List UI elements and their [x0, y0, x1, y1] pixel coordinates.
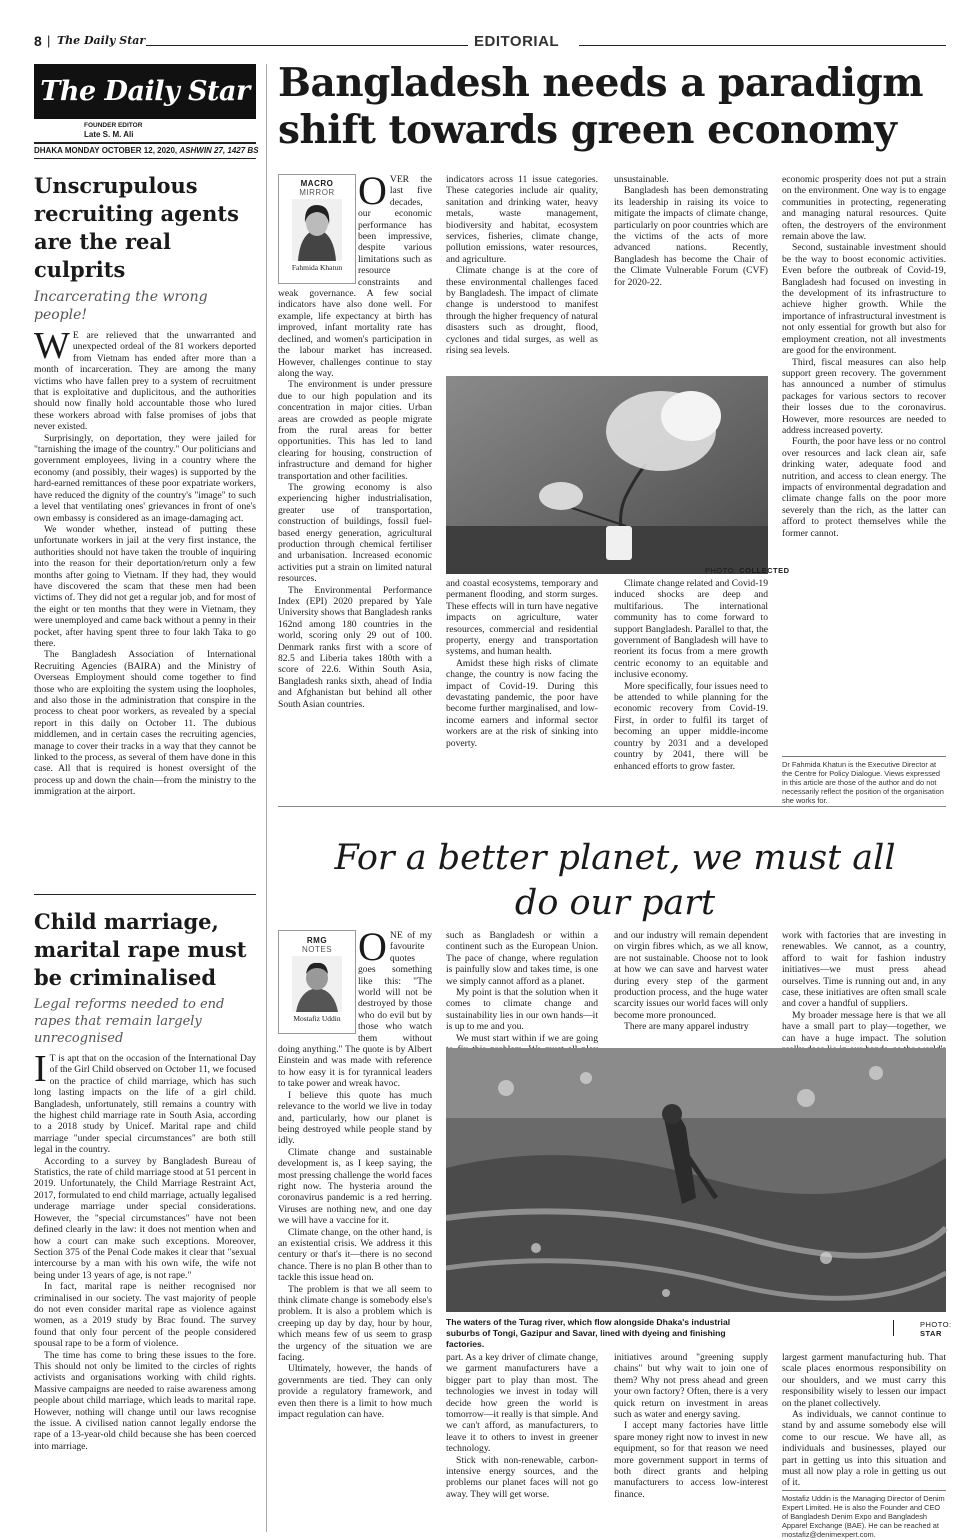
paragraph: VER the last five decades, our economic performance has been impressive, despite various limitations such as resource constraints and weak governance. A few social indicators have also done well. For example, life expectancy at birth has improved, infant mortality rate has declined, and women's participation in the labour market has increased. However, challenges continue to stay along the way.: [278, 174, 432, 379]
column-tag-2: MIRROR: [299, 188, 335, 197]
river-illustration: [446, 1048, 946, 1312]
paragraph: Second, sustainable investment should be the way to boost economic activities. Even before the outbreak of Covid-19, Bangladesh had focused on investing in the development of its infrastructure to achieve higher growth. While the importance of infrastructural investment is not only essential for growth but also for employment creation, not all investments are good for the environment.: [782, 242, 946, 357]
credit-source: STAR: [920, 1329, 942, 1338]
credit-divider: [893, 1320, 894, 1336]
article-1-col-2-top: [446, 174, 598, 370]
column-divider: [266, 64, 267, 1532]
dropcap: O: [358, 168, 387, 213]
paragraph: part. As a key driver of climate change, we garment manufacturers have a bigger part to play than most. The technologies we invest in today will decide how green the world is tomorrow—it really is that simple. And we can't afford, as manufacturers, to leave it to others to invest in greener technology.: [446, 1352, 598, 1455]
credit-label: PHOTO:: [705, 566, 737, 575]
article-2-col-2-top: [446, 930, 598, 1042]
author-box-spacer: [278, 930, 358, 1034]
paragraph: T is apt that on the occasion of the International Day of the Girl Child observed on October 11, we focused on the practice of child marriage, which has such long lasting impacts on the life of a girl child. Bangladesh, unfortunately, still remains a country with the highest child marriage rate in South Asia, according to a 2018 study by Unicef. Marital rape and child marriage "under special circumstances" are both still legal in the country.: [34, 1053, 256, 1156]
paragraph: Climate change is at the core of these environmental challenges faced by Bangladesh. The impact of climate change is understood to manifest through the higher frequency of natural disasters such as drought, flood, cyclones and tidal surges, as well as rising sea levels.: [446, 265, 598, 357]
page-number: 8: [34, 33, 42, 49]
dropcap: I: [34, 1048, 47, 1090]
paragraph: In fact, marital rape is neither recognised nor criminalised in our society. The vast majority of people do not even consider marital rape as violence against women, as a 2019 study by Brac found. The survey found that only four percent of the people considered spousal rape to be a form of violence.: [34, 1281, 256, 1350]
editorial-2-body: [34, 1048, 256, 1452]
article-2-headline: For a better planet, we must all do our part: [334, 838, 896, 923]
paragraph: initiatives around "greening supply chains" but why wait to join one of them? Why not press ahead and green your own factory? Often, there is a very quick return on investment in areas such as water and energy saving.: [614, 1352, 768, 1421]
paragraph: Climate change, on the other hand, is an existential crisis. We address it this century or that's it—there is no second chance. There is no plan B other than to tackle this issue head on.: [278, 1226, 432, 1284]
editorial-1: [34, 172, 256, 890]
article-2-col-3-bottom: [614, 1352, 768, 1532]
paragraph: Third, fiscal measures can also help support green recovery. The government has announced a number of stimulus packages for various sectors to recover their losses due to the coronavirus. However, more resources are needed to address increased poverty.: [782, 356, 946, 436]
paragraph: There are many apparel industry: [624, 1021, 749, 1033]
paragraph: My broader message here is that we all have a small part to play—together, we can have a huge impact. The solution: [782, 1009, 946, 1044]
founder-label: FOUNDER EDITOR: [84, 122, 143, 129]
article-divider: [278, 806, 946, 807]
column-tag-2: NOTES: [301, 945, 333, 954]
article-1-col-1: [278, 168, 433, 796]
column-tag: RMG: [306, 936, 328, 945]
paragraph: economic prosperity does not put a strain on the environment. One way is to engage communities in protecting, regenerating and managing natural resources. Quite often, the destroyers of the environment remain above the law.: [782, 174, 946, 243]
author-note-rule: [782, 756, 946, 757]
author-note-rule-2: [782, 1490, 946, 1491]
article-2-col-2-bottom: [446, 1352, 598, 1532]
editorial-2-subtitle: Legal reforms needed to end rapes that remain largely unrecognised: [34, 997, 225, 1046]
paragraph: Fourth, the poor have less or no control over resources and lack clean air, safe drinking water, adequate food and nutrition, and access to clean energy. The impacts of environmental degradation and climate change falls on the poor more severely than the rich, as the latter can afford to protect themselves while the former cannot.: [782, 436, 946, 539]
editorial-divider: [34, 894, 256, 895]
dateline: [34, 146, 259, 155]
author-note-2: Mostafiz Uddin is the Managing Director of Denim Expert Limited. He is also the Founder and CEO of Bangladesh Denim Expo and Bangladesh Apparel Exchange (BAE). He can be reached at mostafiz@denimexpert.com.: [782, 1494, 945, 1539]
paragraph: Climate change related and Covid-19 induced shocks are deep and multifarious. The international community has to come forward to support Bangladesh. Parallel to that, the government of Bangladesh will have to reorient its focus from a mere growth centric economy to an equitable and inclusive economy.: [614, 578, 768, 681]
section-label: EDITORIAL: [474, 33, 560, 50]
credit-label: PHOTO:: [920, 1320, 952, 1329]
paragraph: I accept many factories have little spare money right now to invest in new equipment, so for that reason we need more government support in terms of both direct grants and helping manufacturers to access low-interest finance.: [614, 1420, 768, 1500]
paragraph: E are relieved that the unwarranted and unexpected ordeal of the 81 workers deported from Vietnam has ended after more than a month of incarceration. They are among the many victims who have fallen prey to a system of recruitment that is exploitative and duplicitous, and the authorities should now finally hold accountable those who lured these workers abroad with false promises of jobs that never existed.: [34, 330, 256, 433]
article-1-col-3-bottom: [614, 578, 768, 796]
paragraph: Amidst these high risks of climate change, the country is now facing the impact of Covid-19. During this devastating pandemic, the poor have become further marginalised, and low-income earners and informal sector workers are at the risk of sinking into poverty.: [446, 657, 598, 749]
header-masthead: The Daily Star: [57, 34, 146, 47]
paragraph: Bangladesh has been demonstrating its leadership in raising its voice to mitigate the impacts of climate change, particularly on poor countries which are the victims of the acts of more advanced nations. Recently, Bangladesh has become the Chair of the Climate Vulnerable Forum (CVF) for 2020-22.: [614, 185, 768, 288]
editorial-1-title: Unscrupulous recruiting agents are the real culprits: [34, 173, 239, 282]
article-2-col-4-top: [782, 930, 946, 1042]
editorial-1-subtitle: Incarcerating the wrong people!: [34, 289, 208, 323]
column-tag: MACRO: [300, 179, 334, 188]
article-1-headline: Bangladesh needs a paradigm shift towards green economy: [278, 60, 924, 153]
dateline-bangla: ASHWIN 27, 1427 BS: [179, 146, 259, 155]
photo-credit-2: [920, 1320, 952, 1338]
founder-name: Late S. M. Ali: [84, 130, 134, 139]
paragraph: unsustainable.: [614, 174, 669, 185]
article-2-col-1: [278, 924, 432, 1530]
paragraph: Stick with non-renewable, carbon-intensive energy sources, and the problems our planet faces will not go away. They will get worse.: [446, 1454, 598, 1500]
paragraph: Climate change and sustainable development is, as I keep saying, the most pressing challenge the world faces right now. The hysteria around the coronavirus pandemic is a red herring. Viruses are nothing new, and one day we will have a vaccine for it.: [278, 1146, 432, 1227]
author-box-spacer: [278, 174, 358, 284]
paragraph: More specifically, four issues need to be attended to while planning for the economic recovery from Covid-19. First, in order to fulfil its target of becoming an upper middle-income country by 2031 and a developed country by 2041, there will be enhanced efforts to grow faster.: [614, 680, 768, 772]
editorial-2-title: Child marriage, marital rape must be criminalised: [34, 909, 247, 990]
plant-illustration: [446, 376, 768, 574]
dateline-rule: [34, 158, 256, 159]
article-2-photo: [446, 1048, 946, 1312]
article-1-col-2-bottom: [446, 578, 598, 796]
article-1-photo: [446, 376, 768, 574]
paragraph: Ultimately, however, the hands of governments are tied. They can only provide a regulatory framework, and even then there is a limit to how much impact regulation can have.: [278, 1363, 432, 1421]
paragraph: The time has come to bring these issues to the fore. This should not only be limited to the circles of rights activists and organisations working with child rights. Massive campaigns are needed to raise awareness among people about child marriage, which leads to marital rape. However, nothing will change until our laws recognise the issue. A civilised nation cannot legally endorse the rape of a 13-year-old child because she has been coerced into marriage.: [34, 1349, 256, 1452]
masthead-logo: [34, 64, 256, 119]
credit-source: COLLECTED: [739, 566, 790, 575]
author-note: Dr Fahmida Khatun is the Executive Director at the Centre for Policy Dialogue. Views expressed in this article are those of the author and do not necessarily reflect the position of the organisation she works for.: [782, 760, 944, 805]
photo-caption: The waters of the Turag river, which flow alongside Dhaka's industrial suburbs of Tongi, Gazipur and Savar, lined with dyeing and finishing factories.: [446, 1317, 731, 1349]
header-rule-right: [579, 45, 946, 46]
paragraph: such as Bangladesh or within a continent such as the European Union. The pace of change, where regulation is painfully slow and takes time, is one we simply cannot afford as a planet.: [446, 930, 598, 987]
editorial-1-body: [34, 325, 256, 798]
paragraph: I believe this quote has much relevance to the world we live in today and, particularly, how our planet is being destroyed while people stand by idly.: [278, 1089, 432, 1147]
paragraph: NE of my favourite quotes goes something like this: "The world will not be destroyed by those who do evil but by those who watch them without doing anything." The quote is by Albert Einstein and was made with reference to how easy it is for tyrannical leaders to take power and wreak havoc.: [278, 930, 432, 1090]
paragraph: The Bangladesh Association of International Recruiting Agencies (BAIRA) and the Ministry of Overseas Employment should come together to find those who are exploiting the system using the loopholes, and also those in the administration that conspire in the process to cheat poor workers, as revealed by a special report in this daily on October 11. The dubious middlemen, and in certain cases the recruiting agencies, manage to cover their tracks in a way that they cannot be linked to the process, as several of them have done in this case. All that is required is honest oversight of the process up and down the chain—from the ministry to the immigration at the airport.: [34, 649, 256, 798]
paragraph: My point is that the solution when it comes to climate change and sustainability lies in our own hands—it is up to me and you.: [446, 987, 598, 1033]
header-divider: |: [47, 33, 51, 48]
article-2-col-4-bottom: [782, 1352, 946, 1489]
paragraph: and our industry will remain dependent on virgin fibres which, as we all know, are not sustainable. Choose not to look at how we can save and harvest water during every step of the garment production process, and the huge water scarcity issues our world faces will only become more pronounced.: [614, 930, 768, 1021]
dropcap: O: [358, 924, 387, 969]
paragraph: Surprisingly, on deportation, they were jailed for "tarnishing the image of the country." Our politicians and government employees, living in a country where the economy (and possibly, their wages) is supported by the hard-earned remittances of these poor expatriate workers, have reduced the dignity of the country's "image" to such a level that ventilating ones' grievances in front of one's own embassy is considered as an image-damaging act.: [34, 432, 256, 524]
paragraph: According to a survey by Bangladesh Bureau of Statistics, the rate of child marriage stood at 51 percent in 2019. Unfortunately, the Child Marriage Restraint Act, 2017, formulated to end child marriage, actually legalised underage marriage under special considerations. However, the "special circumstances" have not been defined clearly in the law: it does not mention when and how a court can make such exceptions. Moreover, Section 375 of the Penal Code makes it clear that "sexual intercourse by a man with his own wife, the wife not being under 13 years of age, is not rape.": [34, 1155, 256, 1281]
paragraph: The Environmental Performance Index (EPI) 2020 prepared by Yale University shows that Bangladesh ranks 162nd among 180 countries in the world, scoring only 29 out of 100. Denmark ranks first with a score of 82.5 and Liberia takes 180th with a score of 22.6. Within South Asia, Bangladesh ranks sixth, ahead of India and Afghanistan but behind all other South Asian countries.: [278, 584, 433, 710]
paragraph: indicators across 11 issue categories. These categories include air quality, sanitation and drinking water, heavy metals, waste management, biodiversity and habitat, ecosystem services, fisheries, climate change, pollution emissions, water resources, and agriculture.: [446, 174, 598, 265]
paragraph: The problem is that we all seem to think climate change is somebody else's problem. It is also a problem which is creeping up day by day, hour by hour, which means few of us seem to grasp the urgency of the situation we are facing.: [278, 1283, 432, 1364]
paragraph: We wonder whether, instead of putting these unfortunate workers in jail at the very first instance, the authorities should not have taken the trouble of inquiring into the reason for their deportation/return only a few months after going to Vietnam. If they had, they would have discovered the scam that these men had been victims of. They did not get a regular job, and for most of the eight or ten months that they were in Vietnam, they were unemployed and came back without a penny in their pocket, after having spent three to four lakh Taka to go there.: [34, 523, 256, 649]
article-1-col-3-top: [614, 174, 768, 370]
masthead-rule: [34, 142, 256, 144]
masthead-name: The Daily Star: [40, 76, 250, 107]
page-header: [34, 33, 946, 51]
article-2-col-3-top: [614, 930, 768, 1042]
article-1-col-4: [782, 174, 946, 752]
dateline-date: DHAKA MONDAY OCTOBER 12, 2020,: [34, 146, 178, 155]
paragraph: and coastal ecosystems, temporary and permanent flooding, and storm surges. These effects will in turn have negative impacts on agriculture, water resources, commercial and residential property, energy and transportation systems, and human health.: [446, 578, 598, 658]
author-name: Mostafiz Uddin: [293, 1014, 341, 1023]
paragraph: work with factories that are investing in renewables. We cannot, as a country, afford to wait for fashion industry initiatives—we must press ahead ourselves. Time is running out and, in any case, these initiatives are often small scale and cover a handful of suppliers.: [782, 930, 946, 1010]
paragraph: As individuals, we cannot continue to stand by and assume somebody else will come to our rescue. We have all, as individuals and businesses, played our part in getting us into this situation and must all now play a role in getting us out of it.: [782, 1409, 946, 1489]
paragraph: largest garment manufacturing hub. That scale places enormous responsibility on our shoulders, and we must carry this responsibility wisely to lessen our impact on the planet collectively.: [782, 1352, 946, 1409]
paragraph: The growing economy is also experiencing higher industrialisation, greater use of transportation, construction of buildings, fossil fuel-based energy generation, agricultural production through chemical fertiliser and urbanisation. Increased economic activities put a strain on limited natural resources.: [278, 481, 432, 585]
photo-credit: [705, 566, 790, 575]
editorial-2: [34, 908, 256, 1533]
paragraph: The environment is under pressure due to our high population and its concentration in major cities. Urban areas are crowded as people migrate from the rural areas for better opportunities. This has led to land clearing for housing, construction of infrastructure and demand for higher transportation and other facilities.: [278, 379, 432, 482]
author-name: Fahmida Khatun: [291, 263, 343, 272]
header-rule-left: [146, 45, 468, 46]
dropcap: W: [34, 325, 70, 367]
paragraph: We must start within if we are going: [456, 1032, 598, 1044]
